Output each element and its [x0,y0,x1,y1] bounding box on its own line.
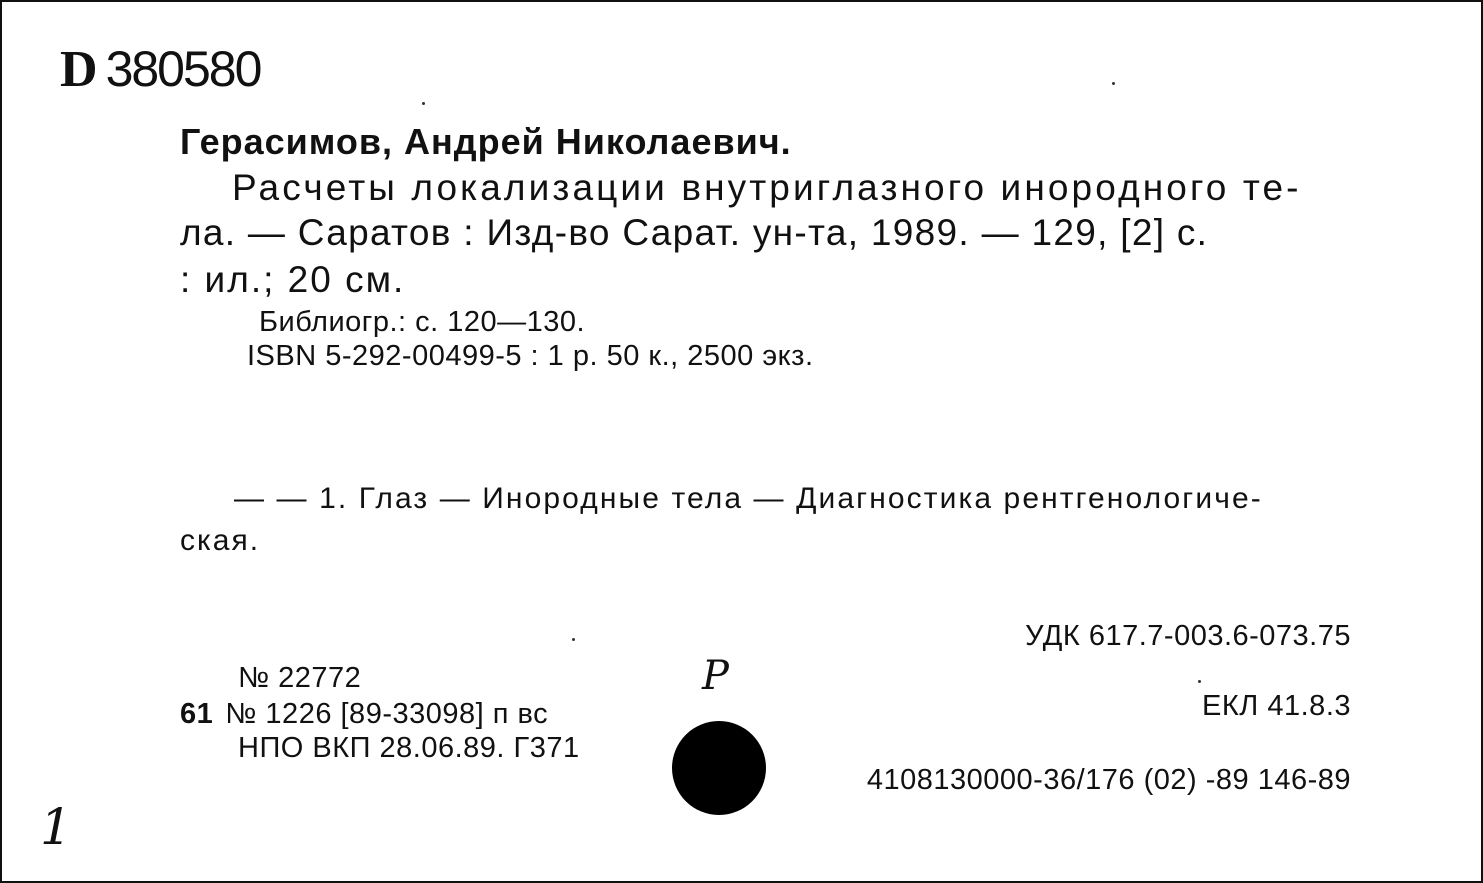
handwritten-mark: Р [702,653,729,699]
call-number-prefix: D [60,41,96,98]
handwritten-corner-mark: 1 [40,798,72,856]
ekl-classification: ЕКЛ 41.8.3 [1202,690,1351,722]
author-heading: Герасимов, Андрей Николаевич. [180,121,792,162]
record-number: № 22772 [238,662,362,694]
card-count: 61 [180,698,214,730]
printer-info: НПО ВКП 28.06.89. Г371 [238,732,580,764]
title-line-1: Расчеты локализации внутриглазного инородного те- [232,167,1302,208]
order-number [180,700,548,729]
scan-speck [572,638,575,641]
call-number-value: 380580 [105,41,261,97]
scan-speck [1112,82,1115,85]
call-number [60,41,261,98]
scan-speck [1198,680,1201,683]
isbn-note: ISBN 5-292-00499-5 : 1 р. 50 к., 2500 экз. [247,340,814,372]
order-number-value: № 1226 [89-33098] п вс [225,698,549,730]
bibliography-note: Библиогр.: с. 120—130. [259,306,586,338]
title-line-3: : ил.; 20 см. [180,259,406,300]
punch-hole [672,721,766,815]
publication-code: 4108130000-36/176 (02) -89 146-89 [866,764,1351,796]
subject-heading-line-2: ская. [180,524,261,557]
subject-heading-line-1: — — 1. Глаз — Инородные тела — Диагностика рентгенологиче- [234,482,1263,515]
scan-speck [422,102,425,105]
udk-classification: УДК 617.7-003.6-073.75 [1025,620,1351,652]
title-line-2: ла. — Саратов : Изд-во Сарат. ун-та, 1989. — 129, [2] с. [180,212,1209,253]
